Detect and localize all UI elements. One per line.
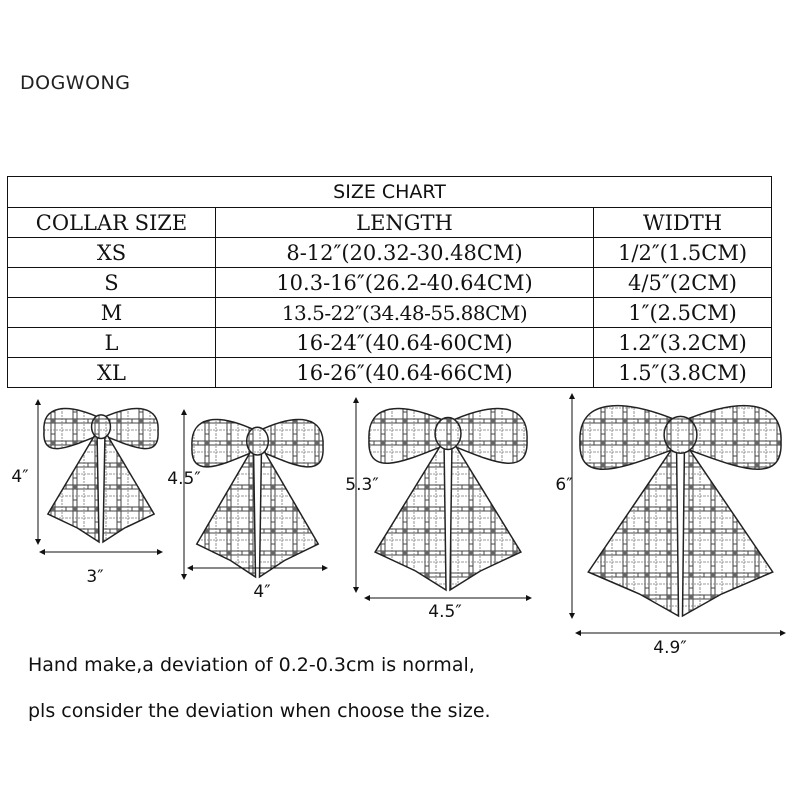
- bow-item: [11, 402, 160, 587]
- table-row: [8, 268, 772, 298]
- size-cell: S: [8, 268, 216, 298]
- header-row: [8, 208, 772, 238]
- brand-logo: DOGWONG: [20, 72, 131, 94]
- length-cell: 8-12″(20.32-30.48CM): [216, 238, 594, 268]
- note-line-1: Hand make,a deviation of 0.2-0.3cm is normal,: [28, 654, 475, 676]
- bow-item: [167, 412, 325, 602]
- table-row: [8, 238, 772, 268]
- length-cell: 10.3-16″(26.2-40.64CM): [216, 268, 594, 298]
- table-row: [8, 358, 772, 388]
- bow-item: [555, 396, 783, 658]
- bow-knot: [247, 427, 269, 455]
- bow-knot: [435, 418, 461, 450]
- header-width: WIDTH: [594, 208, 772, 238]
- width-cell: 1″(2.5CM): [594, 298, 772, 328]
- header-collar-size: COLLAR SIZE: [8, 208, 216, 238]
- table-row: [8, 328, 772, 358]
- bow-height-label: 5.3″: [345, 475, 379, 495]
- bow-illustrations: [0, 390, 800, 660]
- length-cell: 16-24″(40.64-60CM): [216, 328, 594, 358]
- size-cell: L: [8, 328, 216, 358]
- bow-width-label: 4.5″: [428, 602, 462, 622]
- note-line-2: pls consider the deviation when choose the size.: [28, 700, 491, 722]
- chart-title: SIZE CHART: [8, 177, 772, 208]
- bow-dimension-diagram: [0, 390, 800, 660]
- bow-height-label: 4.5″: [167, 469, 201, 489]
- bow-height-label: 4″: [11, 467, 29, 487]
- size-cell: XL: [8, 358, 216, 388]
- size-chart-table: [7, 176, 772, 388]
- bow-width-label: 4.9″: [653, 638, 687, 658]
- width-cell: 1.2″(3.2CM): [594, 328, 772, 358]
- size-cell: XS: [8, 238, 216, 268]
- bow-width-label: 4″: [253, 582, 271, 602]
- bow-knot: [664, 416, 697, 453]
- bow-item: [345, 400, 529, 622]
- width-cell: 4/5″(2CM): [594, 268, 772, 298]
- bow-height-label: 6″: [555, 475, 573, 495]
- bow-knot: [92, 415, 111, 439]
- length-cell: 13.5-22″(34.48-55.88CM): [216, 298, 594, 328]
- size-cell: M: [8, 298, 216, 328]
- width-cell: 1/2″(1.5CM): [594, 238, 772, 268]
- width-cell: 1.5″(3.8CM): [594, 358, 772, 388]
- header-length: LENGTH: [216, 208, 594, 238]
- bow-width-label: 3″: [86, 567, 104, 587]
- length-cell: 16-26″(40.64-66CM): [216, 358, 594, 388]
- table-row: [8, 298, 772, 328]
